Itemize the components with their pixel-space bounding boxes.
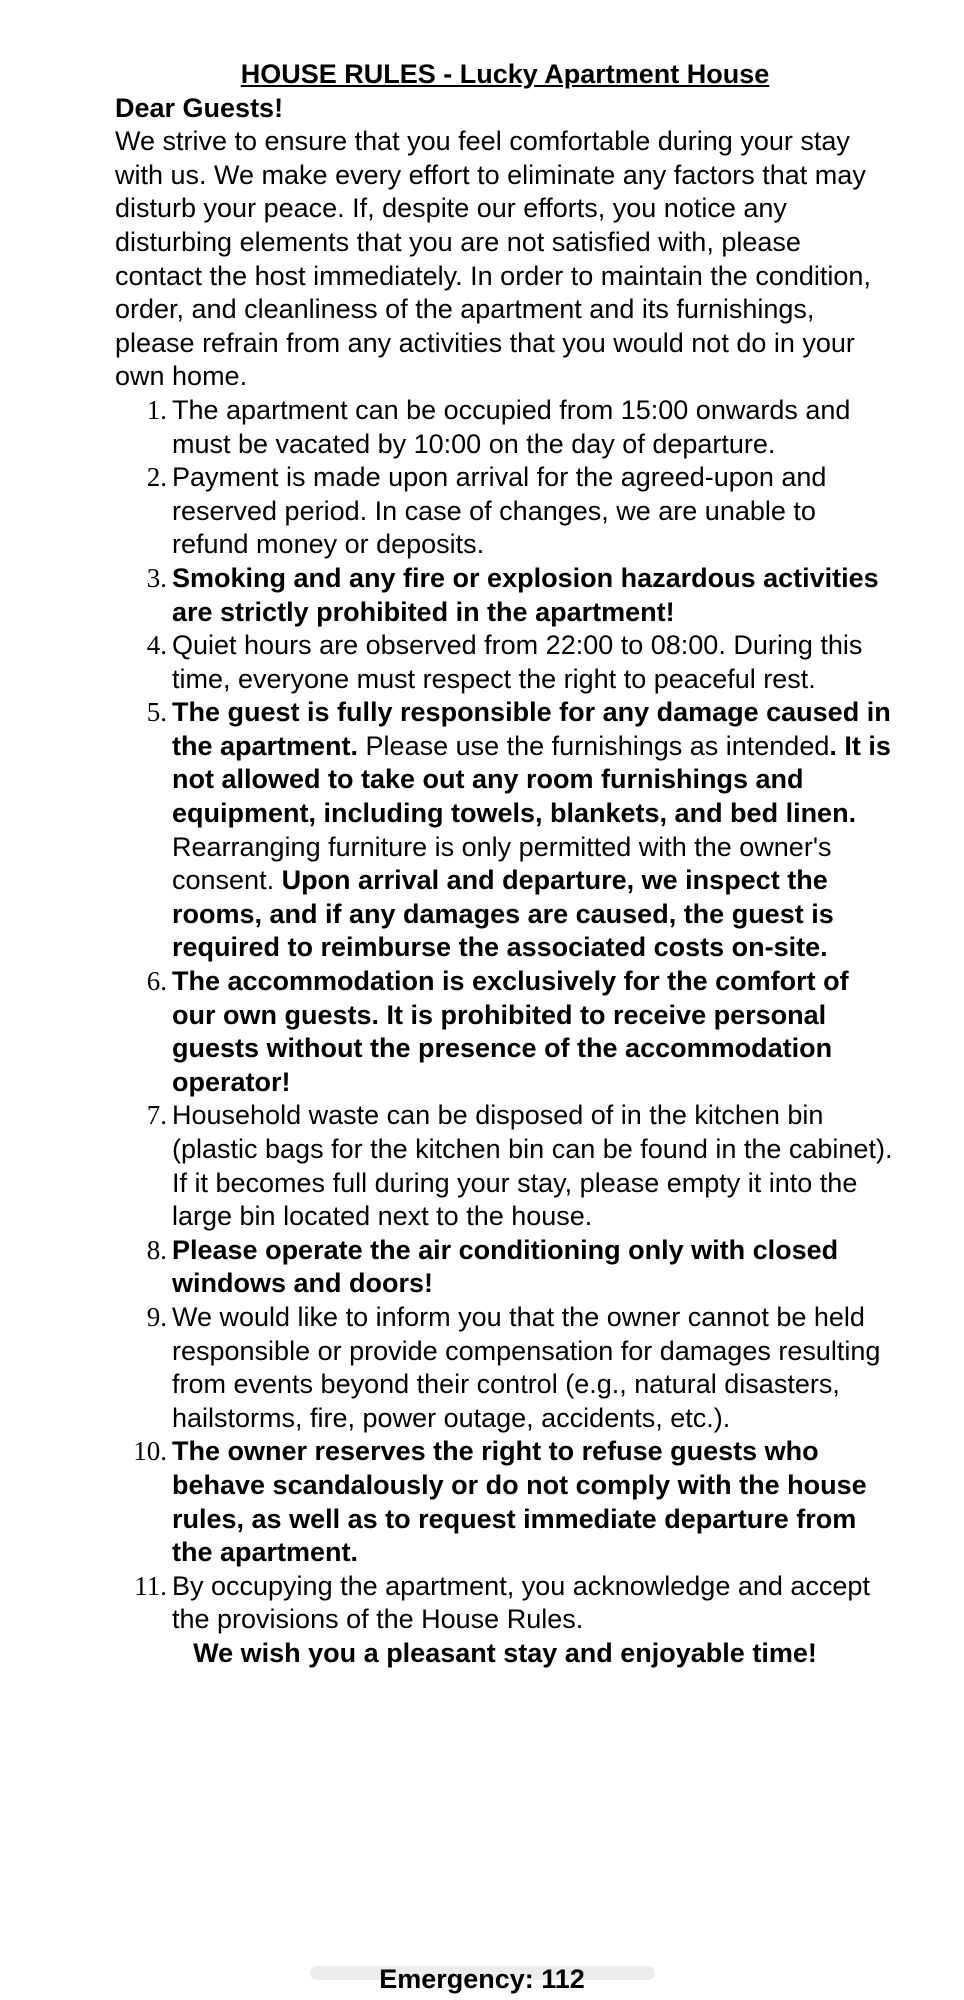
rule-text: The apartment can be occupied from 15:00 onwards and must be vacated by 10:00 on the day of departure. bbox=[172, 394, 851, 459]
rule-item bbox=[115, 629, 895, 696]
rule-text: Household waste can be disposed of in the kitchen bin (plastic bags for the kitchen bin can be found in the cabinet). If it becomes full during your stay, please empty it into the large bin located next to the house. bbox=[172, 1100, 893, 1232]
rule-item bbox=[115, 1099, 895, 1233]
greeting: Dear Guests! bbox=[115, 92, 284, 123]
rule-text: Quiet hours are observed from 22:00 to 08:00. During this time, everyone must respect the right to peaceful rest. bbox=[172, 630, 863, 694]
rule-number: 1. bbox=[146, 394, 167, 425]
rule-number: 6. bbox=[146, 966, 167, 997]
rule-item bbox=[115, 1570, 895, 1637]
rule-number: 3. bbox=[146, 562, 167, 593]
intro-paragraph: We strive to ensure that you feel comfortable during your stay with us. We make every effort to eliminate any factors that may disturb your peace. If, despite our efforts, you notice any disturbing elements that you are not satisfied with, please contact the host immediately. In order to maintain the condition, order, and cleanliness of the apartment and its furnishings, please refrain from any activities that you would not do in your own home. bbox=[115, 126, 871, 392]
house-rules-document bbox=[115, 58, 895, 1671]
rule-text: We would like to inform you that the owner cannot be held responsible or provide compensation for damages resulting from events beyond their control (e.g., natural disasters, hailstorms, fire, power outage, accidents, etc.). bbox=[172, 1301, 881, 1433]
rule-text-bold: Smoking and any fire or explosion hazardous activities are strictly prohibited in the apartment! bbox=[172, 562, 879, 627]
rule-text: By occupying the apartment, you acknowledge and accept the provisions of the House Rules. bbox=[172, 1570, 870, 1635]
rule-text-bold: Please operate the air conditioning only with closed windows and doors! bbox=[172, 1234, 839, 1299]
document-title: HOUSE RULES - Lucky Apartment House bbox=[240, 59, 770, 89]
rules-list bbox=[115, 394, 895, 1637]
rule-item bbox=[115, 394, 895, 461]
rule-number: 10. bbox=[133, 1436, 167, 1467]
rule-text: Please use the furnishings as intended bbox=[358, 730, 830, 761]
rule-number: 7. bbox=[146, 1100, 167, 1131]
rule-number: 11. bbox=[134, 1570, 167, 1601]
rule-item bbox=[115, 1234, 895, 1301]
rule-item bbox=[115, 1435, 895, 1569]
rule-item bbox=[115, 1301, 895, 1435]
rule-number: 9. bbox=[146, 1301, 167, 1332]
rule-number: 2. bbox=[146, 462, 167, 493]
rule-item bbox=[115, 461, 895, 562]
rule-number: 8. bbox=[146, 1234, 167, 1265]
rule-text: Rearranging furniture is only permitted with the owner's consent. bbox=[172, 831, 832, 896]
rule-text-bold: The guest is fully responsible for any damage caused in the apartment. bbox=[172, 697, 891, 761]
rule-text-bold: The accommodation is exclusively for the comfort of our own guests. It is prohibited to receive personal guests without the presence of the accommodation operator! bbox=[172, 966, 849, 1097]
rule-number: 4. bbox=[146, 630, 167, 661]
rule-item bbox=[115, 562, 895, 629]
rule-number: 5. bbox=[146, 697, 167, 728]
rule-text-bold: . It is not allowed to take out any room furnishings and equipment, including towels, blankets, and bed linen. bbox=[172, 730, 891, 829]
rule-text-bold: Upon arrival and departure, we inspect the rooms, and if any damages are caused, the guest is required to reimburse the associated costs on-site. bbox=[172, 865, 834, 963]
emergency-number: Emergency: 112 bbox=[379, 1964, 585, 1994]
rule-item bbox=[115, 965, 895, 1099]
rule-item bbox=[115, 696, 895, 965]
rule-text-bold: The owner reserves the right to refuse guests who behave scandalously or do not comply with the house rules, as well as to request immediate departure from the apartment. bbox=[172, 1436, 867, 1568]
closing-line: We wish you a pleasant stay and enjoyable time! bbox=[193, 1637, 817, 1668]
rule-text: Payment is made upon arrival for the agreed-upon and reserved period. In case of changes, we are unable to refund money or deposits. bbox=[172, 462, 827, 560]
